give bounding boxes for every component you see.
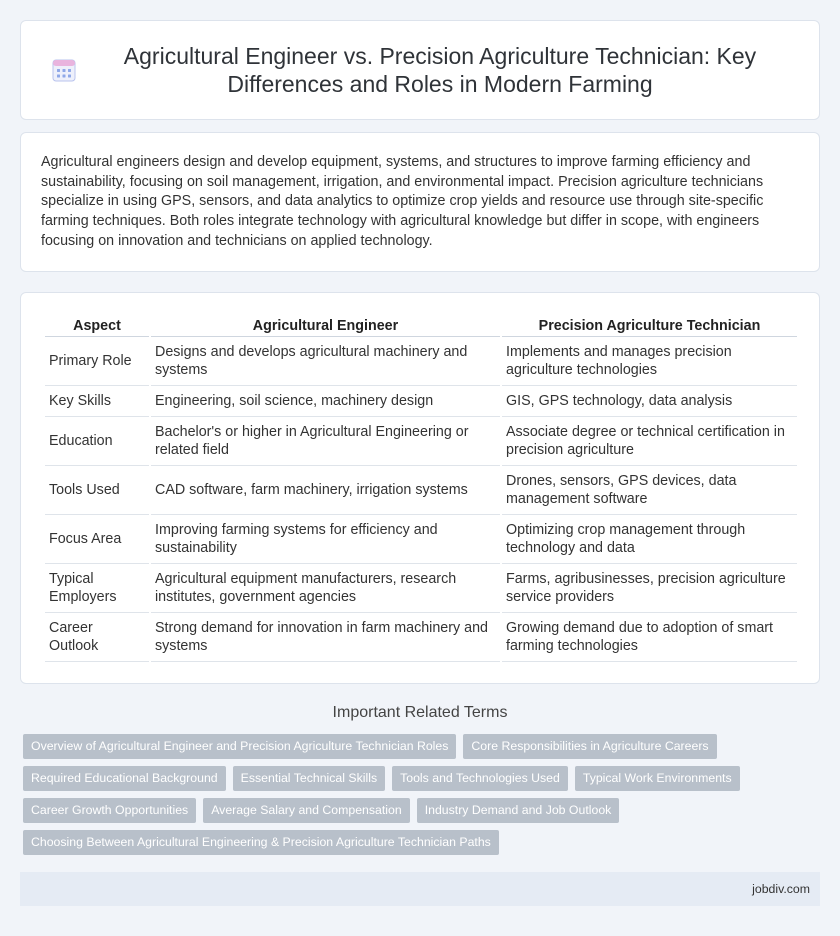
header-agricultural-engineer: Agricultural Engineer	[151, 315, 500, 337]
engineer-cell: CAD software, farm machinery, irrigation systems	[151, 466, 500, 515]
technician-cell: GIS, GPS technology, data analysis	[502, 386, 797, 417]
calendar-grid-icon	[50, 56, 78, 84]
related-term-link[interactable]: Essential Technical Skills	[233, 766, 385, 791]
technician-cell: Implements and manages precision agriculture technologies	[502, 337, 797, 386]
comparison-card	[20, 292, 820, 684]
technician-cell: Drones, sensors, GPS devices, data management software	[502, 466, 797, 515]
table-row	[45, 564, 797, 613]
related-terms-list	[0, 734, 840, 862]
comparison-table	[43, 315, 799, 662]
aspect-cell: Key Skills	[45, 386, 149, 417]
table-header-row	[45, 315, 797, 337]
related-term-link[interactable]: Average Salary and Compensation	[203, 798, 410, 823]
technician-cell: Optimizing crop management through technology and data	[502, 515, 797, 564]
engineer-cell: Designs and develops agricultural machinery and systems	[151, 337, 500, 386]
related-terms-section	[0, 704, 840, 862]
table-row	[45, 515, 797, 564]
related-term-link[interactable]: Typical Work Environments	[575, 766, 740, 791]
engineer-cell: Agricultural equipment manufacturers, research institutes, government agencies	[151, 564, 500, 613]
title-card	[20, 20, 820, 120]
related-term-link[interactable]: Tools and Technologies Used	[392, 766, 568, 791]
technician-cell: Growing demand due to adoption of smart farming technologies	[502, 613, 797, 662]
table-row	[45, 417, 797, 466]
engineer-cell: Bachelor's or higher in Agricultural Engineering or related field	[151, 417, 500, 466]
technician-cell: Associate degree or technical certification in precision agriculture	[502, 417, 797, 466]
engineer-cell: Improving farming systems for efficiency and sustainability	[151, 515, 500, 564]
related-term-link[interactable]: Industry Demand and Job Outlook	[417, 798, 620, 823]
intro-paragraph: Agricultural engineers design and develop equipment, systems, and structures to improve farming efficiency and sustainability, focusing on soil management, irrigation, and environmental impact. Precision agriculture technicians specialize in using GPS, sensors, and data analytics to optimize crop yields and resource use through site-specific farming techniques. Both roles integrate technology with agricultural knowledge but differ in scope, with engineers focusing on innovation and technicians on applied technology.	[41, 154, 764, 249]
table-row	[45, 386, 797, 417]
title-wrap	[50, 42, 790, 98]
page-title: Agricultural Engineer vs. Precision Agriculture Technician: Key Differences and Roles in Modern Farming	[123, 43, 757, 97]
header-precision-agriculture-technician: Precision Agriculture Technician	[502, 315, 797, 337]
aspect-cell: Typical Employers	[45, 564, 149, 613]
related-term-link[interactable]: Choosing Between Agricultural Engineering & Precision Agriculture Technician Paths	[23, 830, 499, 855]
intro-card	[20, 132, 820, 272]
related-term-link[interactable]: Overview of Agricultural Engineer and Precision Agriculture Technician Roles	[23, 734, 456, 759]
related-term-link[interactable]: Career Growth Opportunities	[23, 798, 196, 823]
aspect-cell: Tools Used	[45, 466, 149, 515]
aspect-cell: Career Outlook	[45, 613, 149, 662]
related-term-link[interactable]: Core Responsibilities in Agriculture Careers	[463, 734, 716, 759]
footer	[20, 872, 820, 906]
table-row	[45, 466, 797, 515]
aspect-cell: Primary Role	[45, 337, 149, 386]
engineer-cell: Strong demand for innovation in farm machinery and systems	[151, 613, 500, 662]
table-row	[45, 337, 797, 386]
aspect-cell: Education	[45, 417, 149, 466]
related-terms-heading: Important Related Terms	[332, 704, 508, 721]
related-term-link[interactable]: Required Educational Background	[23, 766, 226, 791]
engineer-cell: Engineering, soil science, machinery design	[151, 386, 500, 417]
footer-site-name: jobdiv.com	[752, 882, 810, 896]
header-aspect: Aspect	[45, 315, 149, 337]
table-row	[45, 613, 797, 662]
aspect-cell: Focus Area	[45, 515, 149, 564]
technician-cell: Farms, agribusinesses, precision agriculture service providers	[502, 564, 797, 613]
